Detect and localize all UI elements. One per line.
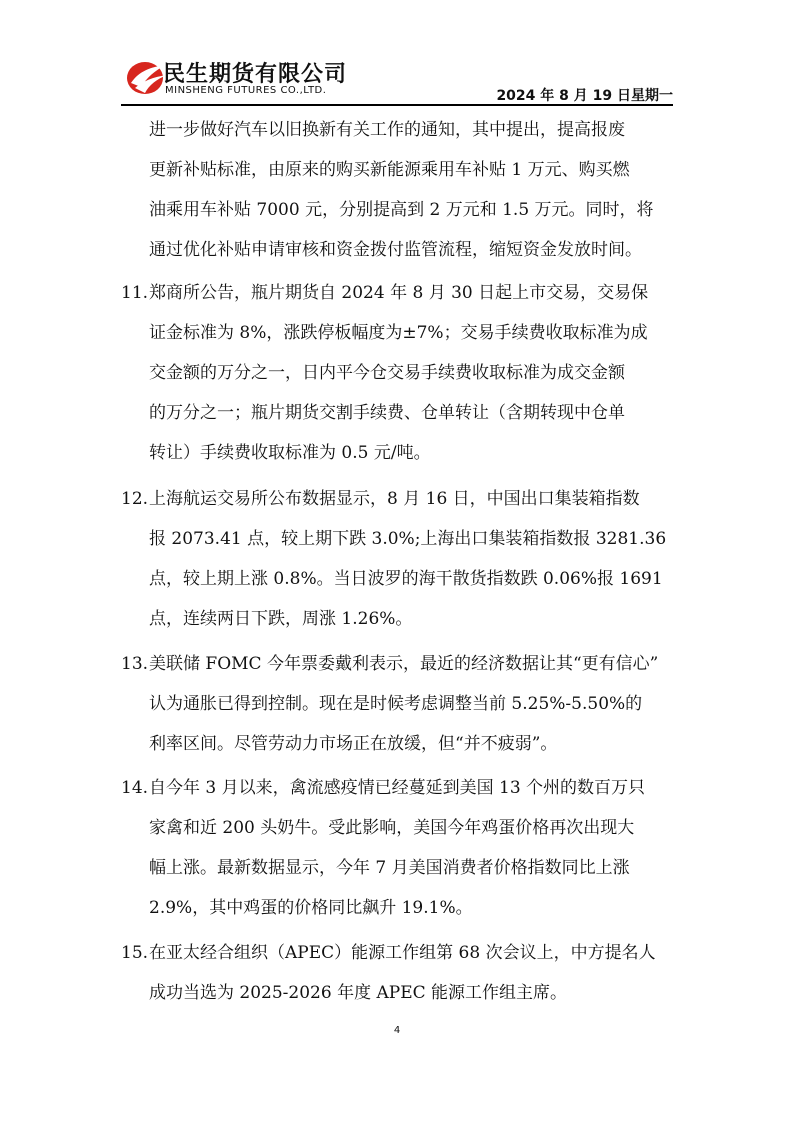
continued-paragraph <box>121 110 681 270</box>
text-line: 更新补贴标准，由原来的购买新能源乘用车补贴 1 万元、购买燃 <box>149 160 630 180</box>
item-number: 13. <box>121 654 149 674</box>
news-item-14 <box>121 768 681 928</box>
text-line: 成功当选为 2025-2026 年度 APEC 能源工作组主席。 <box>149 983 568 1003</box>
text-line: 点，连续两日下跌，周涨 1.26%。 <box>149 609 413 629</box>
news-item-11 <box>121 273 681 473</box>
page-number: 4 <box>393 1025 401 1036</box>
text-line: 认为通胀已得到控制。现在是时候考虑调整当前 5.25%-5.50%的 <box>149 694 643 714</box>
text-line: 报 2073.41 点，较上期下跌 3.0%;上海出口集装箱指数报 3281.36 <box>149 529 667 549</box>
news-item-12 <box>121 479 681 639</box>
text-line <box>121 273 681 313</box>
text-line <box>121 933 681 973</box>
text-line: 进一步做好汽车以旧换新有关工作的通知，其中提出，提高报废 <box>149 120 625 140</box>
news-item-13 <box>121 644 681 764</box>
report-date: 2024 年 8 月 19 日星期一 <box>496 88 673 104</box>
text-line: 油乘用车补贴 7000 元，分别提高到 2 万元和 1.5 万元。同时，将 <box>149 200 654 220</box>
text-line: 利率区间。尽管劳动力市场正在放缓，但“并不疲弱”。 <box>149 734 558 754</box>
text-line <box>121 644 681 684</box>
item-text: 美联储 FOMC 今年票委戴利表示，最近的经济数据让其“更有信心” <box>149 654 659 674</box>
logo-chinese-name: 民生期货有限公司 <box>163 62 348 87</box>
text-line: 家禽和近 200 头奶牛。受此影响，美国今年鸡蛋价格再次出现大 <box>149 818 635 838</box>
item-text: 自今年 3 月以来，禽流感疫情已经蔓延到美国 13 个州的数百万只 <box>149 778 646 798</box>
company-logo <box>125 55 365 100</box>
header-divider <box>121 104 673 106</box>
text-line <box>121 768 681 808</box>
item-text: 在亚太经合组织（APEC）能源工作组第 68 次会议上，中方提名人 <box>149 943 656 963</box>
item-text: 郑商所公告，瓶片期货自 2024 年 8 月 30 日起上市交易，交易保 <box>149 283 649 303</box>
text-line: 证金标准为 8%，涨跌停板幅度为±7%；交易手续费收取标准为成 <box>149 323 648 343</box>
text-line: 幅上涨。最新数据显示，今年 7 月美国消费者价格指数同比上涨 <box>149 858 630 878</box>
text-line: 2.9%，其中鸡蛋的价格同比飙升 19.1%。 <box>149 898 473 918</box>
logo-english-name: MINSHENG FUTURES CO.,LTD. <box>165 85 327 96</box>
news-item-15 <box>121 933 681 1013</box>
text-line: 转让）手续费收取标准为 0.5 元/吨。 <box>149 443 431 463</box>
item-number: 12. <box>121 489 149 509</box>
page-header <box>0 0 794 110</box>
text-line: 点，较上期上涨 0.8%。当日波罗的海干散货指数跌 0.06%报 1691 <box>149 569 663 589</box>
item-text: 上海航运交易所公布数据显示，8 月 16 日，中国出口集装箱指数 <box>149 489 640 509</box>
item-number: 11. <box>121 283 149 303</box>
text-line: 交金额的万分之一，日内平今仓交易手续费收取标准为成交金额 <box>149 363 625 383</box>
text-line: 通过优化补贴申请审核和资金拨付监管流程，缩短资金发放时间。 <box>149 240 642 260</box>
item-number: 15. <box>121 943 149 963</box>
item-number: 14. <box>121 778 149 798</box>
text-line <box>121 479 681 519</box>
text-line: 的万分之一；瓶片期货交割手续费、仓单转让（含期转现中仓单 <box>149 403 625 423</box>
